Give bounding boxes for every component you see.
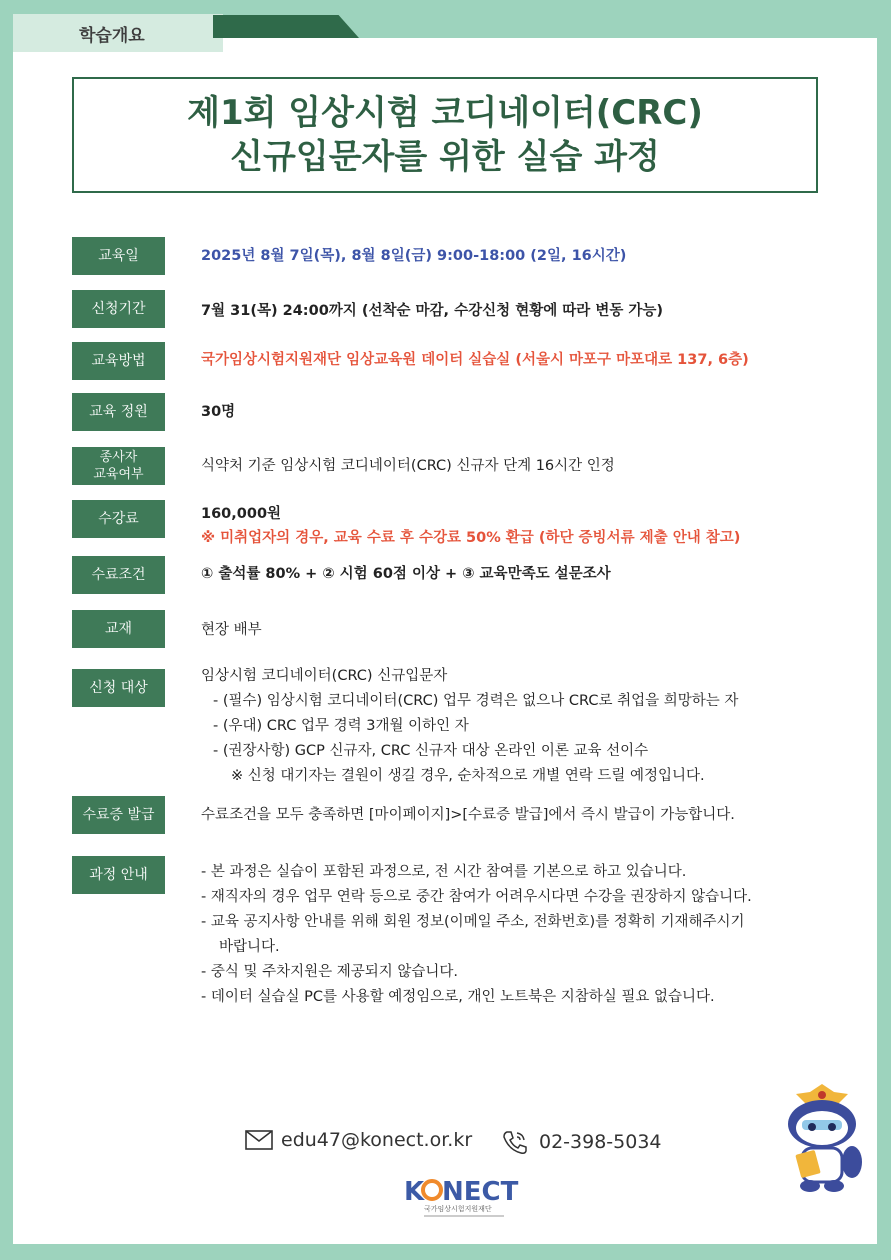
- guide-line: - 중식 및 주차지원은 제공되지 않습니다.: [201, 964, 458, 980]
- value-fee-note: ※ 미취업자의 경우, 교육 수료 후 수강료 50% 환급 (하단 증빙서류 제출 안내 참고): [201, 530, 741, 546]
- label-guide: 과정 안내: [72, 856, 165, 894]
- phone-icon: [501, 1129, 529, 1155]
- value-date: 2025년 8월 7일(목), 8월 8일(금) 9:00-18:00 (2일, 16시간): [201, 248, 627, 264]
- value-certificate: 수료조건을 모두 충족하면 [마이페이지]>[수료증 발급]에서 즉시 발급이 가능합니다.: [201, 807, 735, 823]
- value-method: 국가임상시험지원재단 임상교육원 데이터 실습실 (서울시 마포구 마포대로 137, 6층): [201, 352, 749, 368]
- guide-line: - 본 과정은 실습이 포함된 과정으로, 전 시간 참여를 기본으로 하고 있습니다.: [201, 864, 687, 880]
- contact-email[interactable]: [245, 1129, 472, 1151]
- value-apply-period: 7월 31(목) 24:00까지 (선착순 마감, 수강신청 현황에 따라 변동 가능): [201, 303, 664, 319]
- value-textbook: 현장 배부: [201, 622, 262, 638]
- guide-line: - 재직자의 경우 업무 연락 등으로 중간 참여가 어려우시다면 수강을 권장하지 않습니다.: [201, 889, 752, 905]
- label-worker-edu-line1: 종사자: [99, 450, 138, 465]
- section-tab-accent: [213, 15, 359, 38]
- value-fee: 160,000원: [201, 506, 282, 522]
- label-target: 신청 대상: [72, 669, 165, 707]
- target-line: - (필수) 임상시험 코디네이터(CRC) 업무 경력은 없으나 CRC로 취업을 희망하는 자: [213, 693, 739, 709]
- page-title-line1: 제1회 임상시험 코디네이터(CRC): [187, 93, 703, 133]
- value-completion: ① 출석률 80% + ② 시험 60점 이상 + ③ 교육만족도 설문조사: [201, 566, 611, 582]
- value-worker-edu: 식약처 기준 임상시험 코디네이터(CRC) 신규자 단계 16시간 인정: [201, 458, 615, 474]
- target-line: 임상시험 코디네이터(CRC) 신규입문자: [201, 668, 448, 684]
- value-target: [201, 664, 738, 789]
- value-guide: [201, 860, 752, 1010]
- target-line: - (권장사항) GCP 신규자, CRC 신규자 대상 온라인 이론 교육 선이수: [213, 743, 649, 759]
- target-line: ※ 신청 대기자는 결원이 생길 경우, 순차적으로 개별 연락 드릴 예정입니다.: [231, 768, 705, 784]
- konect-logo: [404, 1176, 524, 1222]
- label-apply-period: 신청기간: [72, 290, 165, 328]
- mascot-illustration: [772, 1082, 872, 1200]
- label-capacity: 교육 정원: [72, 393, 165, 431]
- section-tab-label: 학습개요: [79, 26, 145, 46]
- svg-text:NECT: NECT: [442, 1177, 519, 1207]
- page-title-line2: 신규입문자를 위한 실습 과정: [230, 137, 660, 177]
- label-certificate: 수료증 발급: [72, 796, 165, 834]
- guide-line: 바랍니다.: [219, 939, 280, 955]
- label-worker-edu-line2: 교육여부: [93, 467, 144, 482]
- mail-icon: [245, 1130, 273, 1150]
- value-capacity: 30명: [201, 404, 236, 420]
- svg-text:K: K: [404, 1177, 425, 1207]
- guide-line: - 교육 공지사항 안내를 위해 회원 정보(이메일 주소, 전화번호)를 정확히 기재해주시기: [201, 914, 745, 930]
- title-box: [72, 77, 818, 193]
- label-completion: 수료조건: [72, 556, 165, 594]
- label-date: 교육일: [72, 237, 165, 275]
- target-line: - (우대) CRC 업무 경력 3개월 이하인 자: [213, 718, 469, 734]
- guide-line: - 데이터 실습실 PC를 사용할 예정임으로, 개인 노트북은 지참하실 필요 없습니다.: [201, 989, 715, 1005]
- svg-text:국가임상시험지원재단: 국가임상시험지원재단: [424, 1205, 492, 1213]
- label-worker-edu: [72, 447, 165, 485]
- konect-logo-mark: [404, 1176, 524, 1222]
- contact-phone[interactable]: [501, 1129, 662, 1155]
- label-textbook: 교재: [72, 610, 165, 648]
- label-fee: 수강료: [72, 500, 165, 538]
- contact-email-text: edu47@konect.or.kr: [281, 1129, 473, 1151]
- label-method: 교육방법: [72, 342, 165, 380]
- contact-phone-text: 02-398-5034: [539, 1131, 662, 1153]
